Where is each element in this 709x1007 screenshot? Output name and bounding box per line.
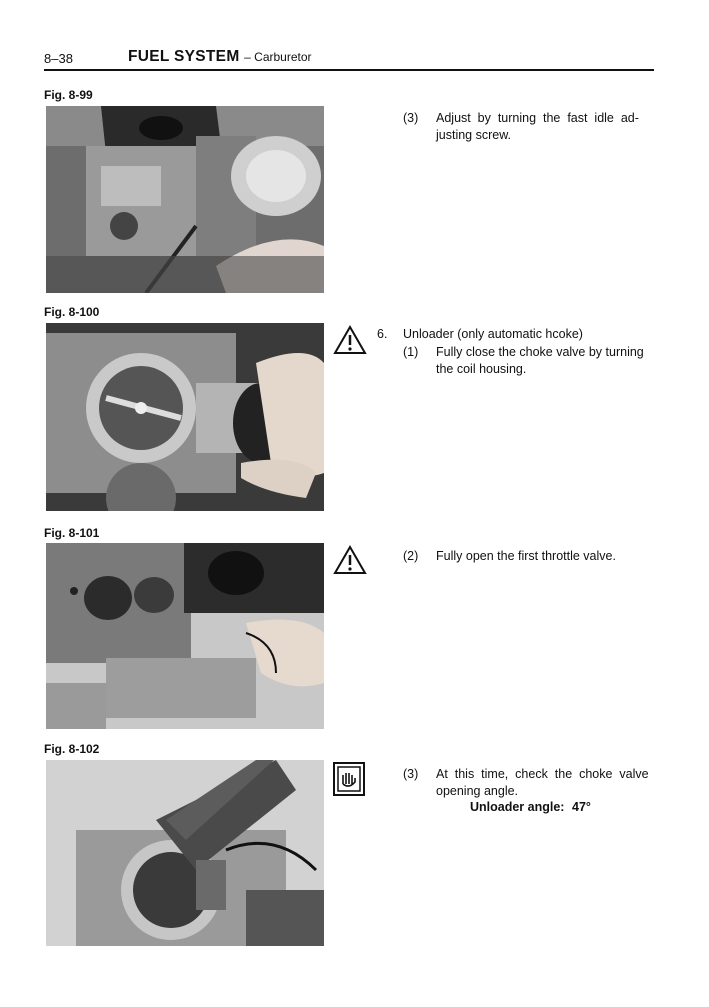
step-number: 6. (377, 327, 388, 341)
step-text: Adjust by turning the fast idle ad- (436, 111, 639, 125)
page-header (44, 47, 654, 71)
step-text: Fully close the choke valve by turning (436, 345, 644, 359)
gauge-hand-icon (333, 762, 365, 796)
step-number: (1) (403, 345, 419, 359)
fig-label: Fig. 8-101 (44, 526, 100, 540)
carburetor-photo-choke-housing (46, 323, 324, 511)
fig-label: Fig. 8-102 (44, 742, 100, 756)
spec-label: Unloader angle: (470, 800, 565, 814)
carburetor-photo-angle-gauge (46, 760, 324, 946)
spec-value: 47° (572, 800, 591, 814)
carburetor-photo-fast-idle (46, 106, 324, 293)
fig-label: Fig. 8-100 (44, 305, 100, 319)
section-title (128, 48, 312, 66)
header-rule (44, 69, 654, 71)
page-number: 8–38 (44, 51, 73, 66)
step-text: opening angle. (436, 784, 519, 798)
step-text: justing screw. (436, 128, 512, 142)
step-text: At this time, check the choke valve (436, 767, 649, 781)
step-number: (3) (403, 767, 419, 781)
warning-triangle-icon (333, 325, 367, 355)
step-text: Fully open the first throttle valve. (436, 549, 616, 563)
section-subtitle: – Carburetor (244, 50, 312, 64)
step-number: (2) (403, 549, 419, 563)
warning-triangle-icon (333, 545, 367, 575)
fig-label: Fig. 8-99 (44, 88, 93, 102)
carburetor-photo-throttle-valve (46, 543, 324, 729)
step-number: (3) (403, 111, 419, 125)
step-text: the coil housing. (436, 362, 527, 376)
section-title-text: FUEL SYSTEM (128, 48, 240, 65)
step-title: Unloader (only automatic hcoke) (403, 327, 583, 341)
